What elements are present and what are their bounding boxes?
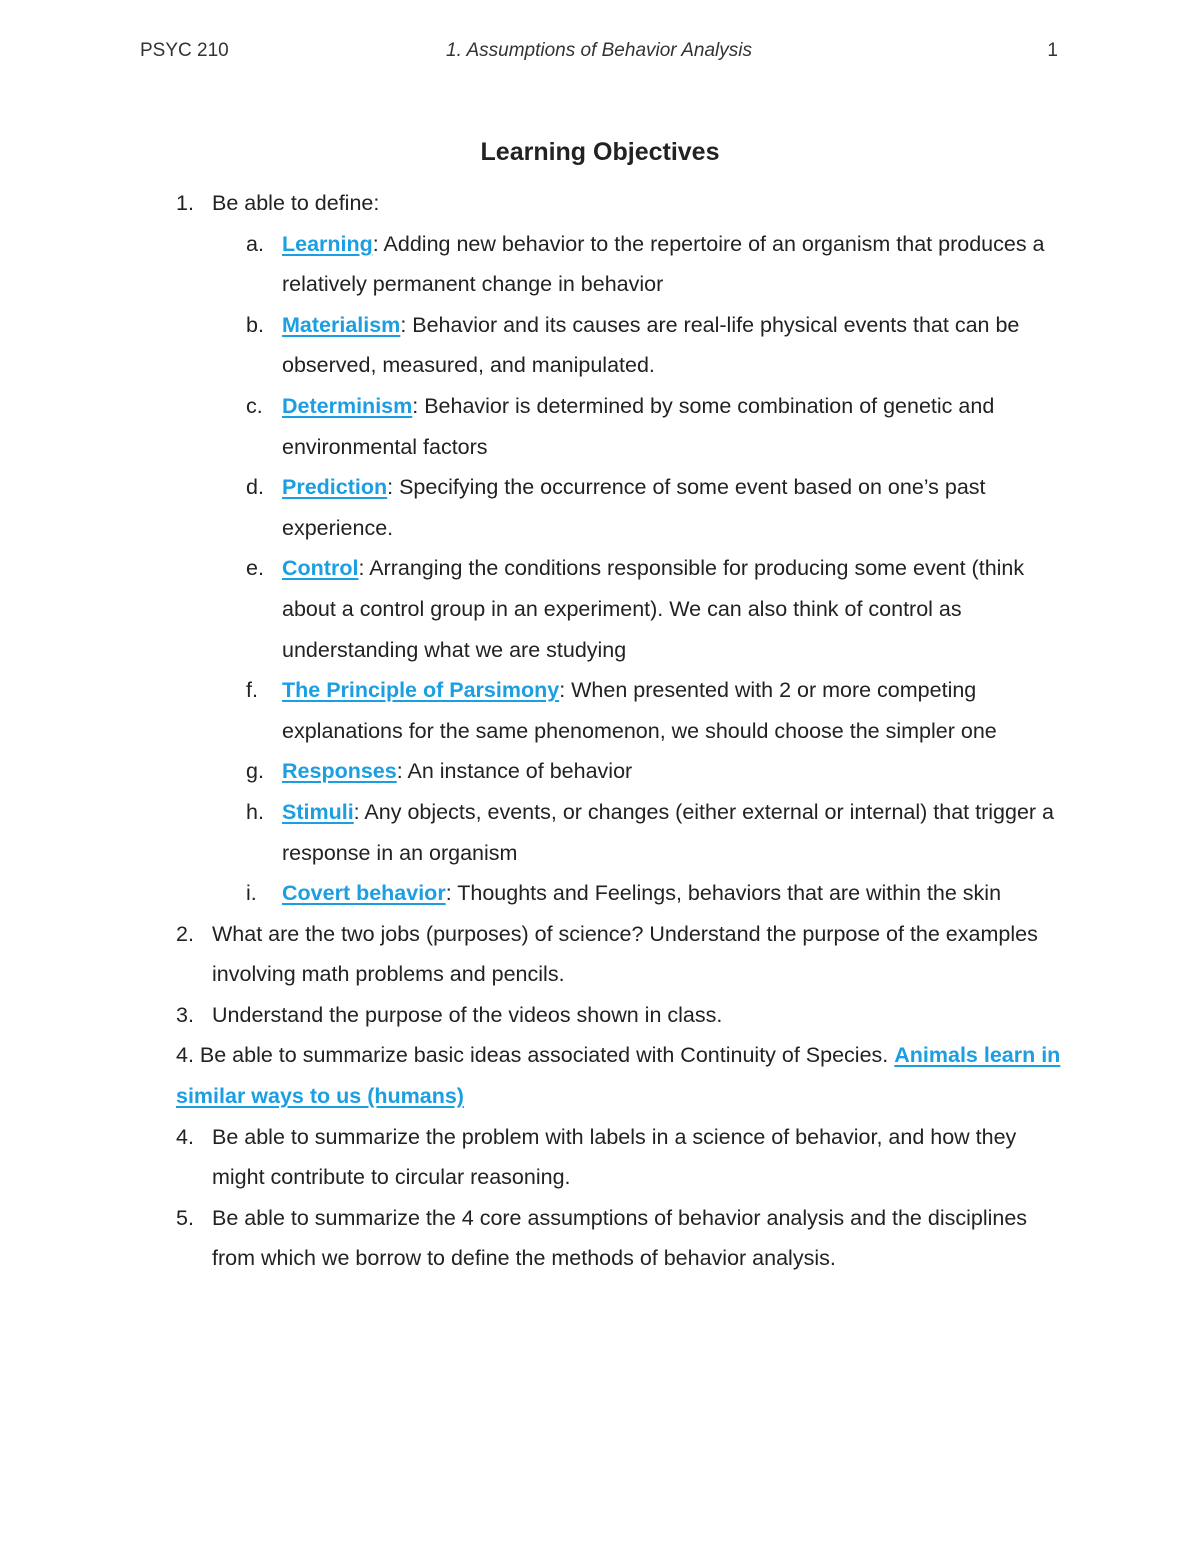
term-definition: : Arranging the conditions responsible for producing some event (think about a control group in an experiment). We can also think of control as understanding what we are studying [282, 556, 1025, 662]
term-control: Control [282, 556, 359, 581]
chapter-title: 1. Assumptions of Behavior Analysis [446, 40, 752, 61]
list-item-1 [176, 183, 1066, 224]
list-item-3 [176, 995, 1066, 1036]
list-item-text: Be able to summarize the problem with labels in a science of behavior, and how they might contribute to circular reasoning. [212, 1124, 1017, 1190]
list-number: 4. [176, 1124, 194, 1149]
list-item-text: What are the two jobs (purposes) of science? Understand the purpose of the examples involving math problems and pencils. [212, 921, 1038, 987]
term-letter: f. [246, 678, 258, 703]
list-item-4-labels [176, 1117, 1066, 1198]
term-item-parsimony [176, 670, 1066, 751]
term-letter: g. [246, 759, 264, 784]
term-definition: : Specifying the occurrence of some event based on one’s past experience. [282, 475, 986, 540]
term-determinism: Determinism [282, 393, 413, 418]
page-title: Learning Objectives [480, 138, 720, 166]
term-letter: d. [246, 475, 264, 500]
term-definition: : An instance of behavior [396, 759, 633, 784]
page-number: 1 [1047, 40, 1058, 61]
term-item-control [176, 548, 1066, 670]
term-stimuli: Stimuli [282, 799, 354, 824]
term-letter: c. [246, 393, 263, 418]
term-letter: h. [246, 799, 264, 824]
term-definition: : Any objects, events, or changes (either external or internal) that trigger a response in an organism [282, 799, 1054, 865]
term-item-learning [176, 224, 1066, 305]
term-item-determinism [176, 386, 1066, 467]
list-number: 3. [176, 1002, 194, 1027]
term-parsimony: The Principle of Parsimony [282, 678, 560, 703]
page-header [140, 40, 1058, 70]
term-item-responses [176, 751, 1066, 792]
term-covert-behavior: Covert behavior [282, 881, 446, 906]
term-definition: : Behavior is determined by some combination of genetic and environmental factors [282, 393, 995, 459]
term-item-prediction [176, 467, 1066, 548]
term-item-materialism [176, 305, 1066, 386]
list-number: 1. [176, 191, 194, 215]
term-item-stimuli [176, 792, 1066, 873]
term-letter: e. [246, 556, 264, 581]
term-letter: b. [246, 312, 264, 337]
term-definition: : Thoughts and Feelings, behaviors that are within the skin [445, 881, 1002, 906]
term-definition: : When presented with 2 or more competing explanations for the same phenomenon, we should choose the simpler one [282, 678, 997, 743]
list-item-5 [176, 1198, 1066, 1279]
course-code: PSYC 210 [140, 40, 229, 61]
term-item-covert-behavior [176, 873, 1066, 914]
list-item-text: Be able to define: [212, 191, 380, 215]
list-item-text: Understand the purpose of the videos shown in class. [212, 1002, 723, 1027]
term-responses: Responses [282, 759, 397, 784]
list-item-text: Be able to summarize the 4 core assumptions of behavior analysis and the disciplines from which we borrow to define the methods of behavior analysis. [212, 1205, 1028, 1271]
term-letter: i. [246, 881, 257, 906]
list-item-4-continuity [176, 1035, 1066, 1116]
continuity-highlight: Animals learn in similar ways to us (humans) [176, 1043, 1061, 1109]
term-definition: : Adding new behavior to the repertoire of an organism that produces a relatively permanent change in behavior [282, 231, 1045, 297]
list-item-text: 4. Be able to summarize basic ideas associated with Continuity of Species. [176, 1043, 895, 1068]
objectives-list [176, 183, 1066, 1279]
term-materialism: Materialism [282, 312, 401, 337]
term-letter: a. [246, 231, 264, 256]
list-item-2 [176, 914, 1066, 995]
list-number: 5. [176, 1205, 194, 1230]
list-number: 2. [176, 921, 194, 946]
term-prediction: Prediction [282, 475, 388, 500]
term-definition: : Behavior and its causes are real-life physical events that can be observed, measured, and manipulated. [282, 312, 1020, 378]
term-learning: Learning [282, 231, 373, 256]
